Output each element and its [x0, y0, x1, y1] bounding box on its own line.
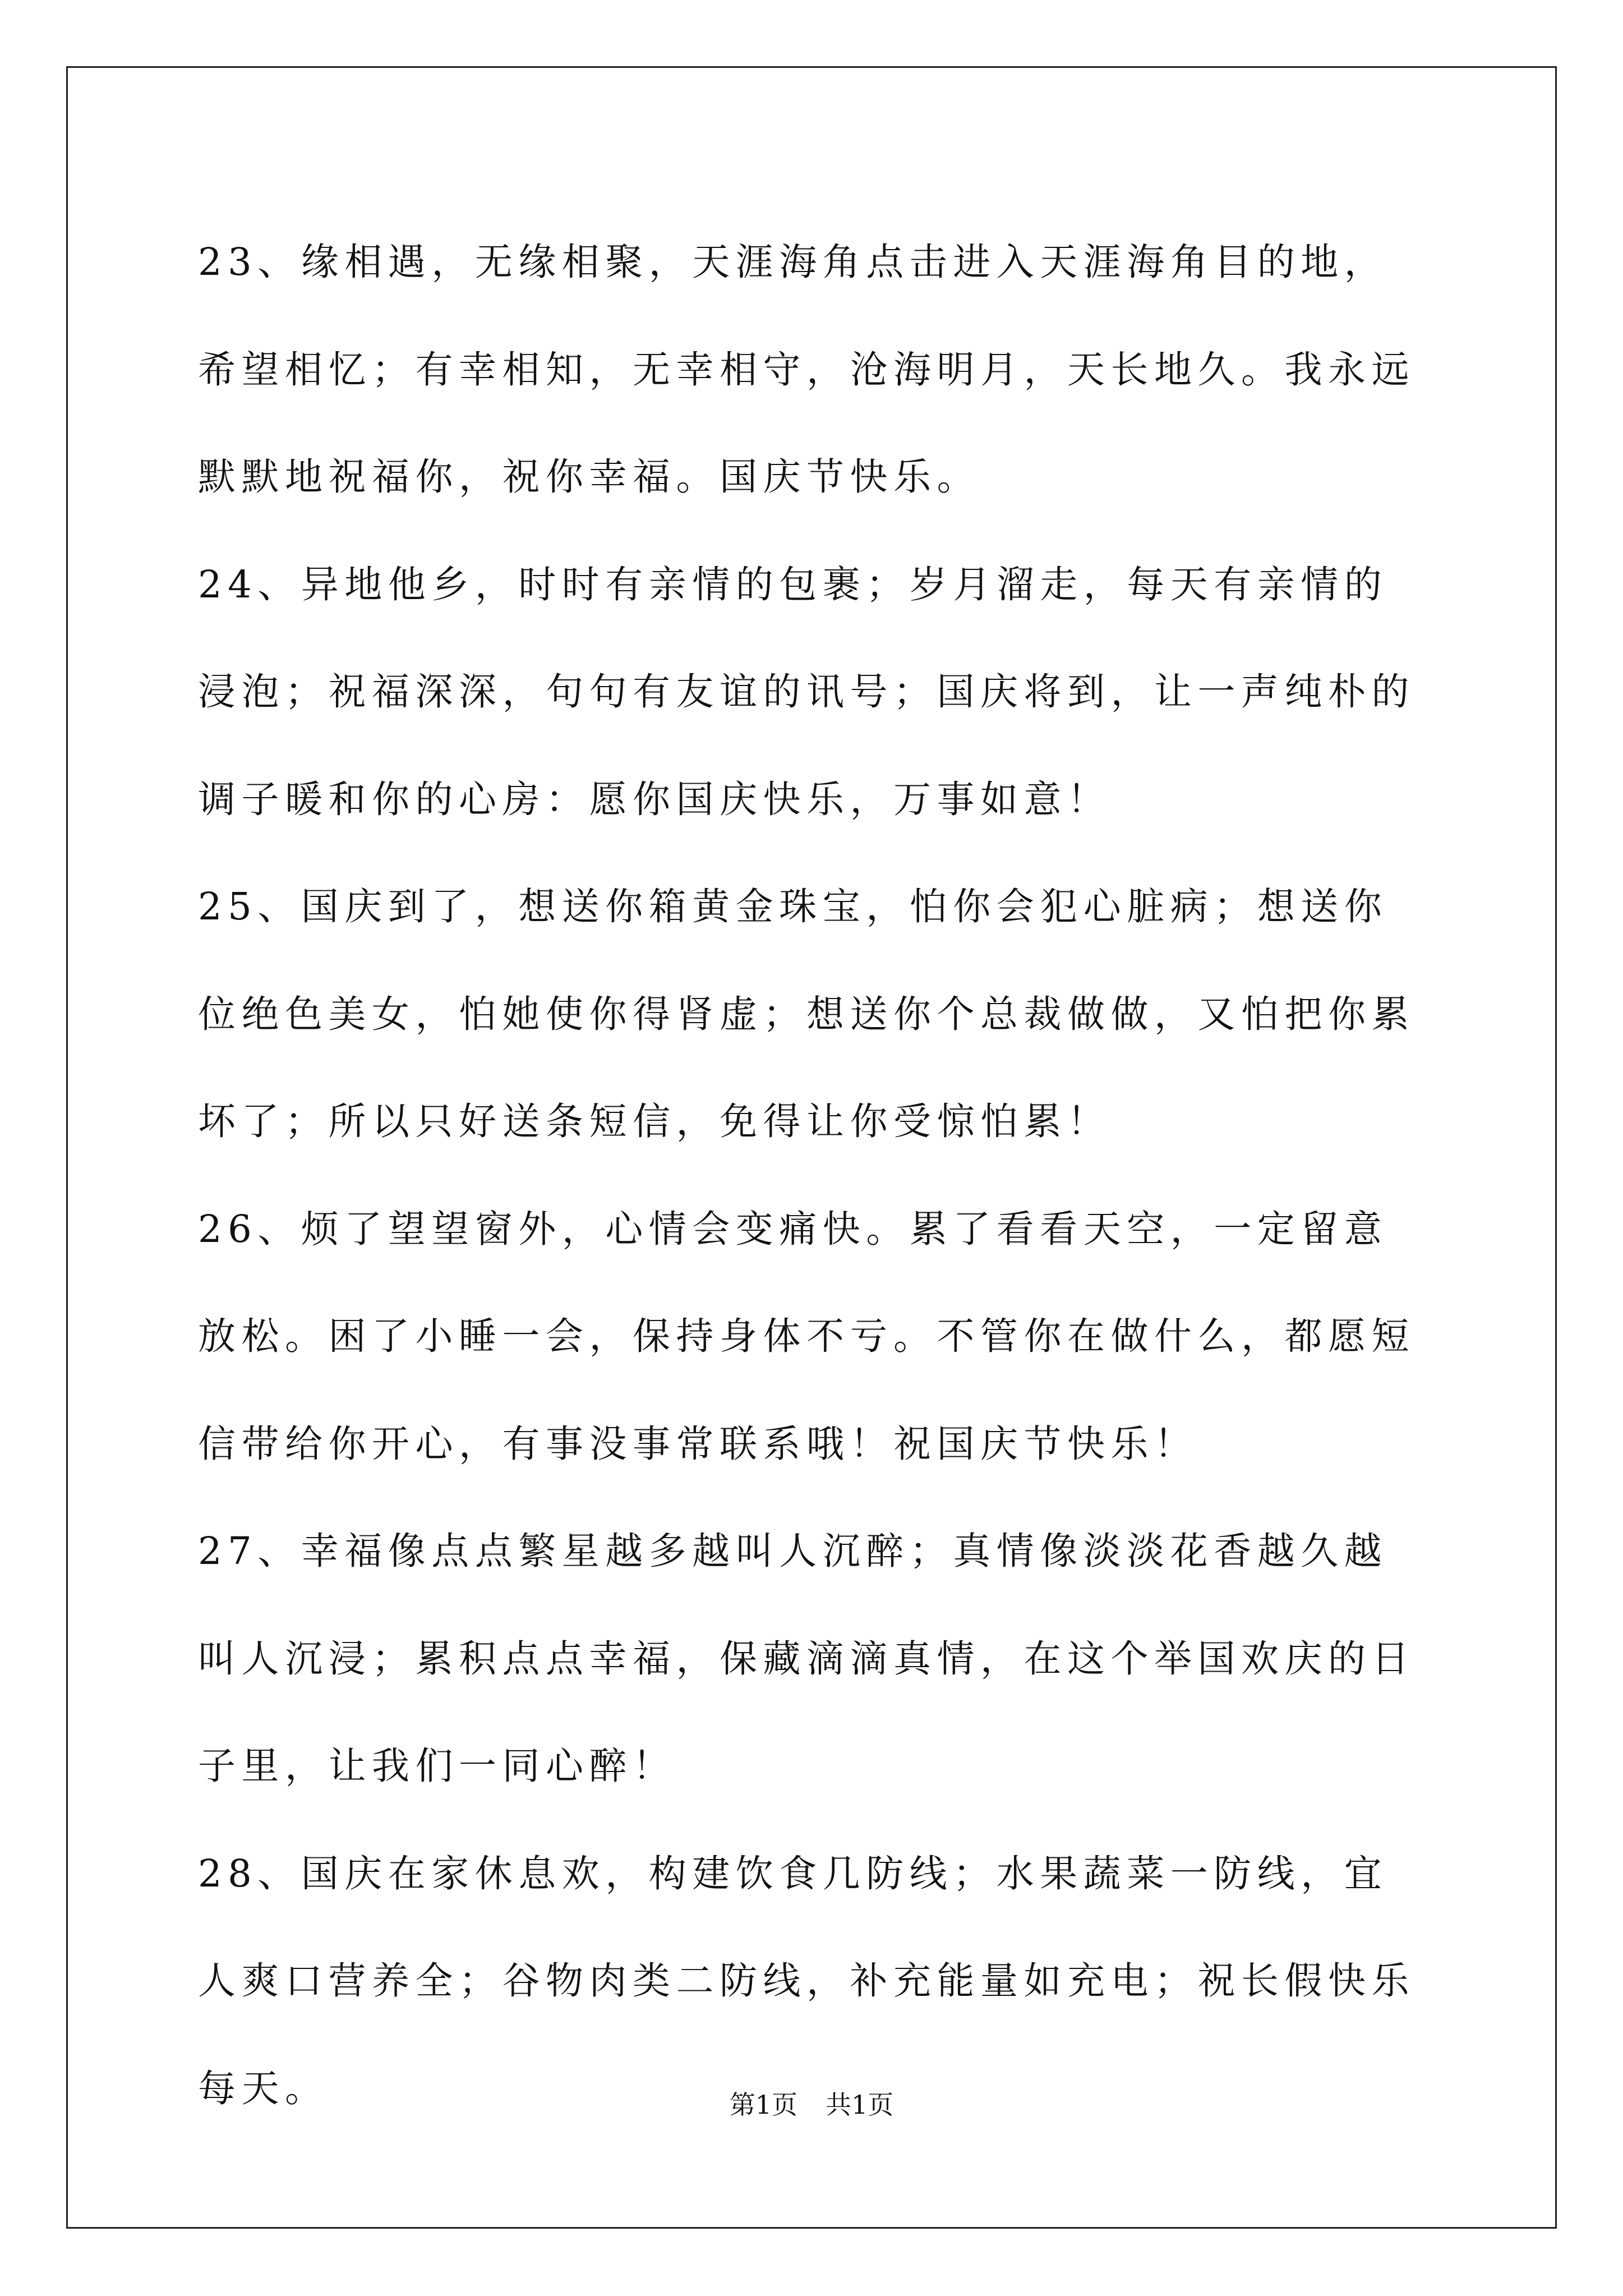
page-number-current: 第1页 — [729, 2090, 797, 2120]
entry-25: 25、国庆到了，想送你箱黄金珠宝，怕你会犯心脏病；想送你位绝色美女，怕她使你得肾虚；想送你个总裁做做，又怕把你累坏了；所以只好送条短信，免得让你受惊怕累！ — [198, 885, 1415, 1143]
entry-26: 26、烦了望望窗外，心情会变痛快。累了看看天空，一定留意放松。困了小睡一会，保持身体不亏。不管你在做什么，都愿短信带给你开心，有事没事常联系哦！祝国庆节快乐！ — [198, 1207, 1415, 1466]
entry-23: 23、缘相遇，无缘相聚，天涯海角点击进入天涯海角目的地，希望相忆；有幸相知，无幸相守，沧海明月，天长地久。我永远默默地祝福你，祝你幸福。国庆节快乐。 — [198, 240, 1415, 499]
page-footer — [0, 2088, 1623, 2122]
page-number-total: 共1页 — [826, 2090, 894, 2120]
entry-28: 28、国庆在家休息欢，构建饮食几防线；水果蔬菜一防线，宜人爽口营养全；谷物肉类二防线，补充能量如充电；祝长假快乐每天。 — [198, 1851, 1415, 2110]
entry-27: 27、幸福像点点繁星越多越叫人沉醉；真情像淡淡花香越久越叫人沉浸；累积点点幸福，保藏滴滴真情，在这个举国欢庆的日子里，让我们一同心醉！ — [198, 1529, 1415, 1788]
entry-24: 24、异地他乡，时时有亲情的包裹；岁月溜走，每天有亲情的浸泡；祝福深深，句句有友谊的讯号；国庆将到，让一声纯朴的调子暖和你的心房：愿你国庆快乐，万事如意！ — [198, 562, 1415, 821]
document-body — [198, 209, 1426, 2142]
